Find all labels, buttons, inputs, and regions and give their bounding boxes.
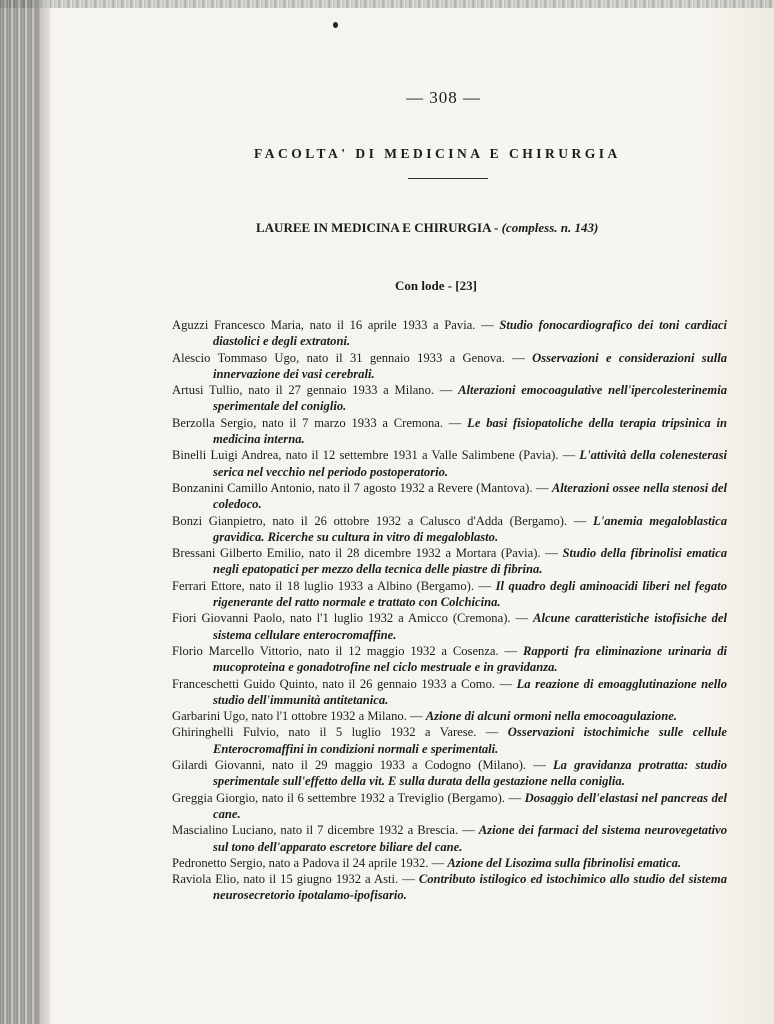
thesis-title: Studio fonocardiografico dei toni cardiaci diastolici e degli extratoni.: [213, 318, 728, 349]
thesis-title: Azione dei farmaci del sistema neurovegetativo sul tono dell'apparato escretore biliare del cane.: [213, 823, 727, 854]
list-item: Garbarini Ugo, nato l'1 ottobre 1932 a Milano. — Azione di alcuni ormoni nella emocoagulazione.: [172, 709, 677, 724]
graduate-info: Florio Marcello Vittorio, nato il 12 maggio 1932 a Cosenza.: [172, 643, 499, 658]
graduate-info: Artusi Tullio, nato il 27 gennaio 1933 a Milano.: [172, 383, 435, 398]
graduate-info: Ferrari Ettore, nato il 18 luglio 1933 a Albino (Bergamo).: [172, 578, 474, 593]
list-item: Fiori Giovanni Paolo, nato l'1 luglio 1932 a Amicco (Cremona). — Alcune caratteristiche istofisiche del sistema cellulare enterocromaffine.: [172, 611, 727, 642]
list-item: Gilardi Giovanni, nato il 29 maggio 1933 a Codogno (Milano). — La gravidanza protratta: studio sperimentale sull'effetto della vit. E sulla durata della gestazione nella coniglia.: [172, 758, 728, 789]
graduate-info: Raviola Elio, nato il 15 giugno 1932 a Asti.: [172, 872, 399, 887]
ink-dot: [333, 22, 338, 28]
list-item: Binelli Luigi Andrea, nato il 12 settembre 1931 a Valle Salimbene (Pavia). — L'attività della colenesterasi serica nel vecchio nel periodo postoperatorio.: [172, 448, 727, 479]
page-top-edge: [0, 0, 774, 8]
thesis-title: Alcune caratteristiche istofisiche del sistema cellulare enterocromaffine.: [213, 611, 727, 642]
list-item: Artusi Tullio, nato il 27 gennaio 1933 a Milano. — Alterazioni emocoagulative nell'ipercolesterinemia sperimentale del coniglio.: [172, 383, 728, 414]
graduate-info: Pedronetto Sergio, nato a Padova il 24 aprile 1932.: [172, 855, 429, 870]
subsection-title: Con lode - [23]: [395, 278, 477, 293]
thesis-title: La reazione di emoagglutinazione nello studio dell'immunità antitetanica.: [213, 676, 727, 707]
list-item: Berzolla Sergio, nato il 7 marzo 1933 a Cremona. — Le basi fisiopatoliche della terapia tripsinica in medicina interna.: [172, 415, 727, 447]
graduate-info: Bonzanini Camillo Antonio, nato il 7 agosto 1932 a Revere (Mantova).: [172, 480, 533, 495]
graduate-info: Aguzzi Francesco Maria, nato il 16 aprile 1933 a Pavia.: [172, 318, 476, 332]
thesis-title: Il quadro degli aminoacidi liberi nel fegato rigenerante del ratto normale e trattato con Colchicina.: [213, 578, 727, 610]
list-item: Bressani Gilberto Emilio, nato il 28 dicembre 1932 a Mortara (Pavia). — Studio della fibrinolisi ematica negli epatopatici per mezzo della tecnica delle piastre di fibrina.: [172, 546, 728, 577]
thesis-title: Studio della fibrinolisi ematica negli epatopatici per mezzo della tecnica delle piastre di fibrina.: [213, 546, 728, 577]
graduate-info: Mascialino Luciano, nato il 7 dicembre 1932 a Brescia.: [172, 823, 459, 838]
thesis-title: Azione di alcuni ormoni nella emocoagulazione.: [425, 709, 677, 724]
graduate-info: Bonzi Gianpietro, nato il 26 ottobre 1932 a Calusco d'Adda (Bergamo).: [172, 513, 568, 528]
graduate-info: Garbarini Ugo, nato l'1 ottobre 1932 a Milano.: [172, 709, 407, 724]
graduate-info: Ghiringhelli Fulvio, nato il 5 luglio 1932 a Varese.: [172, 725, 477, 740]
graduate-info: Berzolla Sergio, nato il 7 marzo 1933 a Cremona.: [172, 415, 444, 430]
binding-shadow: [36, 0, 50, 1024]
thesis-title: Rapporti fra eliminazione urinaria di mucoproteina e gonadotrofine nel ciclo mestruale e in gravidanza.: [213, 643, 728, 675]
thesis-title: Contributo istilogico ed istochimico allo studio del sistema neurosecretorio ipotalamo-ipofisario.: [213, 872, 727, 903]
page-number: — 308 —: [406, 88, 481, 107]
list-item: Mascialino Luciano, nato il 7 dicembre 1932 a Brescia. — Azione dei farmaci del sistema neurovegetativo sul tono dell'apparato escretore biliare del cane.: [172, 823, 727, 854]
thesis-title: Osservazioni istochimiche sulle cellule Enterocromaffini in condizioni normali e sperimentali.: [213, 725, 727, 756]
thesis-title: Osservazioni e considerazioni sulla innervazione dei vasi cerebrali.: [213, 350, 727, 381]
thesis-title: Azione del Lisozima sulla fibrinolisi ematica.: [447, 855, 682, 870]
list-item: Alescio Tommaso Ugo, nato il 31 gennaio 1933 a Genova. — Osservazioni e considerazioni sulla innervazione dei vasi cerebrali.: [172, 350, 727, 381]
graduate-info: Bressani Gilberto Emilio, nato il 28 dicembre 1932 a Mortara (Pavia).: [172, 546, 541, 561]
graduate-info: Fiori Giovanni Paolo, nato l'1 luglio 1932 a Amicco (Cremona).: [172, 611, 511, 626]
thesis-title: L'anemia megaloblastica gravidica. Ricerche su cultura in vitro di megaloblasto.: [213, 513, 728, 544]
thesis-title: La gravidanza protratta: studio sperimentale sull'effetto della vit. E sulla durata della gestazione nella coniglia.: [213, 758, 728, 789]
list-item: Pedronetto Sergio, nato a Padova il 24 aprile 1932. — Azione del Lisozima sulla fibrinolisi ematica.: [172, 855, 682, 870]
thesis-title: Le basi fisiopatoliche della terapia tripsinica in medicina interna.: [213, 415, 727, 447]
section-title: [256, 220, 598, 236]
graduate-info: Binelli Luigi Andrea, nato il 12 settembre 1931 a Valle Salimbene (Pavia).: [172, 448, 559, 463]
graduate-info: Alescio Tommaso Ugo, nato il 31 gennaio 1933 a Genova.: [172, 350, 505, 365]
thesis-title: Alterazioni emocoagulative nell'ipercolesterinemia sperimentale del coniglio.: [213, 383, 728, 414]
section-title-count: (compless. n. 143): [501, 220, 599, 235]
faculty-heading: FACOLTA' DI MEDICINA E CHIRURGIA: [254, 146, 621, 161]
graduate-info: Greggia Giorgio, nato il 6 settembre 1932 a Treviglio (Bergamo).: [172, 790, 505, 805]
graduate-list: [172, 317, 727, 904]
list-item: Bonzanini Camillo Antonio, nato il 7 agosto 1932 a Revere (Mantova). — Alterazioni ossee nella stenosi del coledoco.: [172, 480, 727, 512]
thesis-title: Dosaggio dell'elastasi nel pancreas del cane.: [213, 790, 728, 821]
list-item: Franceschetti Guido Quinto, nato il 26 gennaio 1933 a Como. — La reazione di emoagglutinazione nello studio dell'immunità antitetanica.: [172, 676, 727, 707]
list-item: Aguzzi Francesco Maria, nato il 16 aprile 1933 a Pavia. — Studio fonocardiografico dei toni cardiaci diastolici e degli extratoni.: [172, 318, 728, 349]
list-item: Raviola Elio, nato il 15 giugno 1932 a Asti. — Contributo istilogico ed istochimico allo studio del sistema neurosecretorio ipotalamo-ipofisario.: [172, 872, 727, 903]
list-item: Bonzi Gianpietro, nato il 26 ottobre 1932 a Calusco d'Adda (Bergamo). — L'anemia megaloblastica gravidica. Ricerche su cultura in vitro di megaloblasto.: [172, 513, 728, 544]
graduate-info: Franceschetti Guido Quinto, nato il 26 gennaio 1933 a Como.: [172, 676, 496, 691]
list-item: Ferrari Ettore, nato il 18 luglio 1933 a Albino (Bergamo). — Il quadro degli aminoacidi liberi nel fegato rigenerante del ratto normale e trattato con Colchicina.: [172, 578, 727, 610]
thesis-title: Alterazioni ossee nella stenosi del coledoco.: [213, 480, 727, 512]
thesis-title: L'attività della colenesterasi serica nel vecchio nel periodo postoperatorio.: [213, 448, 727, 479]
section-title-main: LAUREE IN MEDICINA E CHIRURGIA -: [256, 220, 502, 235]
graduate-info: Gilardi Giovanni, nato il 29 maggio 1933 a Codogno (Milano).: [172, 758, 527, 773]
list-item: Florio Marcello Vittorio, nato il 12 maggio 1932 a Cosenza. — Rapporti fra eliminazione urinaria di mucoproteina e gonadotrofine nel ciclo mestruale e in gravidanza.: [172, 643, 728, 675]
list-item: Greggia Giorgio, nato il 6 settembre 1932 a Treviglio (Bergamo). — Dosaggio dell'elastasi nel pancreas del cane.: [172, 790, 728, 821]
book-binding: [0, 0, 40, 1024]
heading-rule: [408, 178, 488, 179]
list-item: Ghiringhelli Fulvio, nato il 5 luglio 1932 a Varese. — Osservazioni istochimiche sulle cellule Enterocromaffini in condizioni normali e sperimentali.: [172, 725, 727, 756]
